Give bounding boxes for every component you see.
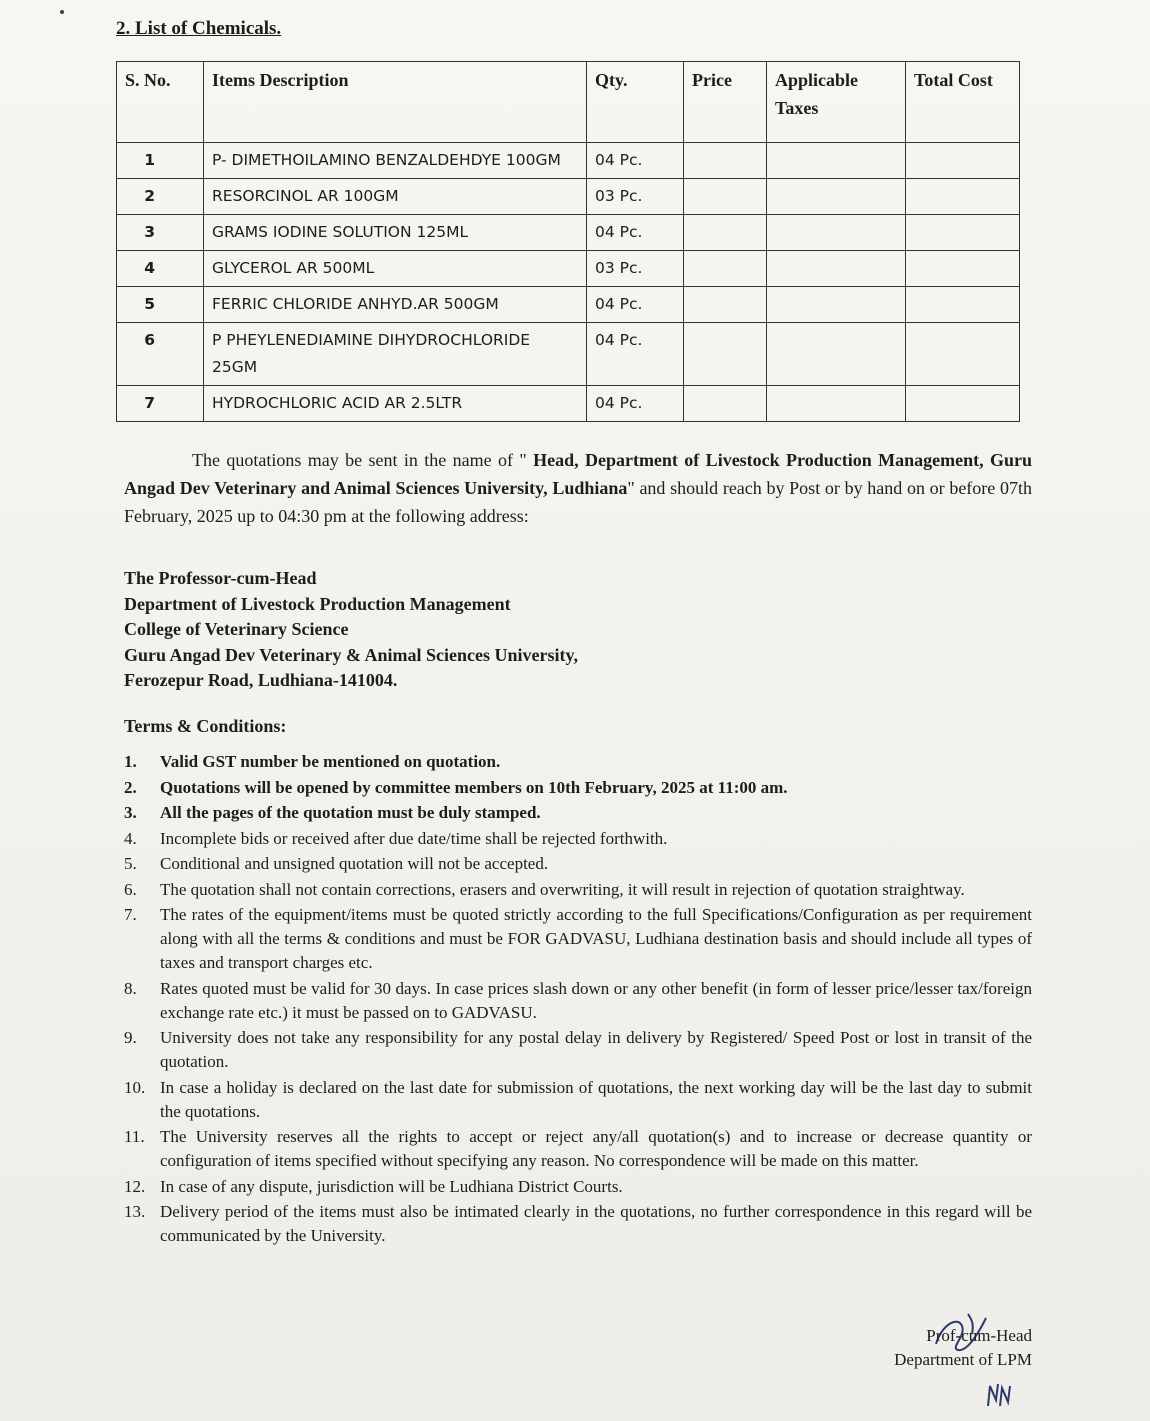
signature-title: Prof-cum-Head — [926, 1326, 1032, 1345]
table-row — [117, 251, 1020, 287]
table-row — [117, 143, 1020, 179]
term-number: 8. — [124, 978, 137, 998]
cell-price — [684, 386, 767, 422]
cell-qty: 04 Pc. — [587, 386, 684, 422]
cell-total — [906, 386, 1020, 422]
section-heading: 2. List of Chemicals. — [116, 18, 282, 39]
cell-total — [906, 323, 1020, 386]
term-number: 9. — [124, 1028, 137, 1047]
term-number: 13. — [124, 1202, 146, 1221]
term-text: Rates quoted must be valid for 30 days. In case prices slash down or any other benefit (in form of lesser price/lesser tax/foreign exchange rate etc.) it must be passed on to GADVASU. — [160, 978, 1032, 1022]
signature-block — [894, 1324, 1032, 1372]
term-text: The quotation shall not contain corrections, erasers and overwriting, it will result in rejection of quotation straightway. — [160, 879, 965, 899]
term-item — [124, 801, 1032, 825]
initials-mark — [984, 1378, 1014, 1410]
cell-sno: 6 — [117, 323, 204, 386]
cell-qty: 04 Pc. — [587, 215, 684, 251]
cell-total — [906, 215, 1020, 251]
cell-qty: 03 Pc. — [587, 251, 684, 287]
cell-taxes — [767, 287, 906, 323]
cell-total — [906, 251, 1020, 287]
cell-price — [684, 251, 767, 287]
term-item — [124, 1200, 1032, 1248]
intro-text-1: The quotations may be sent in the name of " — [192, 450, 534, 470]
term-number: 12. — [124, 1176, 146, 1196]
term-text: University does not take any responsibility for any postal delay in delivery by Registered/ Speed Post or lost in transit of the quotation. — [160, 1028, 1032, 1071]
term-number: 7. — [124, 905, 137, 924]
intro-paragraph — [124, 446, 1032, 530]
cell-taxes — [767, 323, 906, 386]
cell-description: GRAMS IODINE SOLUTION 125ML — [204, 215, 587, 251]
address-block — [124, 566, 578, 694]
address-line: Department of Livestock Production Management — [124, 593, 511, 614]
address-line: Ferozepur Road, Ludhiana-141004. — [124, 670, 398, 690]
term-number: 11. — [124, 1127, 145, 1146]
terms-title: Terms & Conditions: — [124, 716, 287, 736]
term-item — [124, 776, 1032, 800]
cell-total — [906, 287, 1020, 323]
table-row — [117, 215, 1020, 251]
table-row — [117, 323, 1020, 386]
term-number: 10. — [124, 1077, 146, 1097]
cell-description: P PHEYLENEDIAMINE DIHYDROCHLORIDE 25GM — [204, 323, 587, 386]
terms-list — [124, 750, 1032, 1250]
cell-sno: 5 — [117, 287, 204, 323]
cell-taxes — [767, 251, 906, 287]
term-text: Quotations will be opened by committee members on 10th February, 2025 at 11:00 am. — [160, 777, 788, 797]
header-description: Items Description — [204, 62, 587, 143]
cell-sno: 1 — [117, 143, 204, 179]
term-text: The rates of the equipment/items must be quoted strictly according to the full Specifications/Configuration as per requirement along with all the terms & conditions and must be FOR GADVASU, Ludhiana destination basis and should include all types of taxes and transport charges etc. — [160, 905, 1032, 972]
cell-qty: 03 Pc. — [587, 179, 684, 215]
term-item — [124, 852, 1032, 876]
header-total: Total Cost — [906, 62, 1020, 143]
term-item — [124, 878, 1032, 902]
header-taxes: Applicable Taxes — [767, 62, 906, 143]
term-item — [124, 1026, 1032, 1074]
cell-price — [684, 287, 767, 323]
term-item — [124, 1175, 1032, 1199]
term-item — [124, 750, 1032, 774]
table-body — [117, 143, 1020, 422]
signature-department: Department of LPM — [894, 1350, 1032, 1369]
address-line: College of Veterinary Science — [124, 619, 349, 639]
header-price: Price — [684, 62, 767, 143]
term-text: All the pages of the quotation must be duly stamped. — [160, 803, 541, 822]
intro-addressee: Head, Department of Livestock Production Management, Guru Angad Dev Veterinary and Animal Sciences University, Ludhiana — [124, 450, 1032, 498]
term-number: 5. — [124, 854, 137, 873]
cell-taxes — [767, 179, 906, 215]
term-text: Valid GST number be mentioned on quotation. — [160, 752, 501, 771]
table-row — [117, 179, 1020, 215]
ink-dot — [60, 10, 64, 14]
cell-sno: 4 — [117, 251, 204, 287]
cell-description: P- DIMETHOILAMINO BENZALDEHDYE 100GM — [204, 143, 587, 179]
cell-sno: 2 — [117, 179, 204, 215]
term-number: 6. — [124, 879, 137, 899]
term-item — [124, 1076, 1032, 1124]
cell-description: HYDROCHLORIC ACID AR 2.5LTR — [204, 386, 587, 422]
address-line: Guru Angad Dev Veterinary & Animal Sciences University, — [124, 644, 578, 665]
term-item — [124, 827, 1032, 851]
term-text: Conditional and unsigned quotation will not be accepted. — [160, 854, 549, 873]
intro-text-2: " and should reach by Post or by hand on or before 07th February, 2025 up to 04:30 pm at the following address: — [124, 478, 1032, 526]
term-number: 4. — [124, 828, 137, 848]
cell-taxes — [767, 386, 906, 422]
cell-qty: 04 Pc. — [587, 323, 684, 386]
cell-qty: 04 Pc. — [587, 287, 684, 323]
cell-qty: 04 Pc. — [587, 143, 684, 179]
cell-taxes — [767, 215, 906, 251]
table-row — [117, 386, 1020, 422]
address-line: The Professor-cum-Head — [124, 568, 317, 588]
term-text: Incomplete bids or received after due date/time shall be rejected forthwith. — [160, 828, 668, 848]
term-text: In case a holiday is declared on the last date for submission of quotations, the next working day will be the last day to submit the quotations. — [160, 1077, 1032, 1121]
cell-price — [684, 323, 767, 386]
cell-total — [906, 179, 1020, 215]
cell-price — [684, 143, 767, 179]
cell-price — [684, 215, 767, 251]
cell-sno: 3 — [117, 215, 204, 251]
term-number: 1. — [124, 752, 137, 771]
term-item — [124, 1125, 1032, 1173]
cell-description: FERRIC CHLORIDE ANHYD.AR 500GM — [204, 287, 587, 323]
cell-taxes — [767, 143, 906, 179]
term-item — [124, 977, 1032, 1025]
cell-price — [684, 179, 767, 215]
term-text: Delivery period of the items must also be intimated clearly in the quotations, no further correspondence in this regard will be communicated by the University. — [160, 1202, 1032, 1245]
term-text: The University reserves all the rights to accept or reject any/all quotation(s) and to increase or decrease quantity or configuration of items specified without specifying any reason. No correspondence will be made on this matter. — [160, 1127, 1032, 1170]
cell-description: RESORCINOL AR 100GM — [204, 179, 587, 215]
chemicals-table — [116, 61, 1020, 422]
cell-description: GLYCEROL AR 500ML — [204, 251, 587, 287]
cell-total — [906, 143, 1020, 179]
header-sno: S. No. — [117, 62, 204, 143]
term-text: In case of any dispute, jurisdiction will be Ludhiana District Courts. — [160, 1176, 623, 1196]
term-number: 2. — [124, 777, 137, 797]
term-number: 3. — [124, 803, 137, 822]
cell-sno: 7 — [117, 386, 204, 422]
header-qty: Qty. — [587, 62, 684, 143]
table-header-row — [117, 62, 1020, 143]
table-row — [117, 287, 1020, 323]
term-item — [124, 903, 1032, 975]
